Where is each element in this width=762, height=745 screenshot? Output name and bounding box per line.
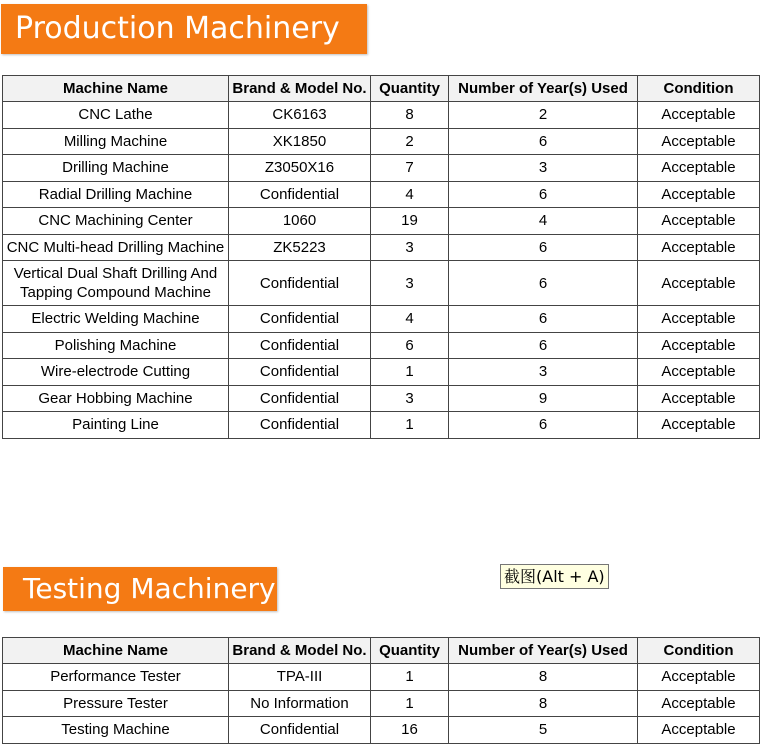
condition-cell: Acceptable — [638, 332, 760, 359]
machine-name-cell: Drilling Machine — [3, 155, 229, 182]
table-row — [3, 208, 760, 235]
machine-name-cell: Milling Machine — [3, 128, 229, 155]
machine-name-cell: Electric Welding Machine — [3, 306, 229, 333]
years-used-cell: 6 — [449, 261, 638, 306]
table-header-row — [3, 638, 760, 664]
production-machinery-title: Production Machinery — [15, 11, 340, 46]
machine-name-cell: Polishing Machine — [3, 332, 229, 359]
machine-name-cell: Testing Machine — [3, 717, 229, 744]
column-header-brand-model: Brand & Model No. — [229, 76, 371, 102]
quantity-cell: 6 — [371, 332, 449, 359]
table-row — [3, 181, 760, 208]
brand-model-cell: No Information — [229, 690, 371, 717]
quantity-cell: 8 — [371, 102, 449, 129]
condition-cell: Acceptable — [638, 412, 760, 439]
machine-name-cell: Radial Drilling Machine — [3, 181, 229, 208]
table-row — [3, 664, 760, 691]
machine-name-cell: Painting Line — [3, 412, 229, 439]
table-row — [3, 412, 760, 439]
testing-machinery-banner — [3, 567, 277, 611]
brand-model-cell: XK1850 — [229, 128, 371, 155]
brand-model-cell: Confidential — [229, 332, 371, 359]
machine-name-cell: CNC Machining Center — [3, 208, 229, 235]
condition-cell: Acceptable — [638, 717, 760, 744]
table-row — [3, 717, 760, 744]
years-used-cell: 8 — [449, 690, 638, 717]
quantity-cell: 3 — [371, 261, 449, 306]
years-used-cell: 6 — [449, 332, 638, 359]
machine-name-cell: Gear Hobbing Machine — [3, 385, 229, 412]
years-used-cell: 5 — [449, 717, 638, 744]
machine-name-cell: CNC Multi-head Drilling Machine — [3, 234, 229, 261]
years-used-cell: 6 — [449, 128, 638, 155]
years-used-cell: 3 — [449, 155, 638, 182]
table-row — [3, 234, 760, 261]
quantity-cell: 1 — [371, 359, 449, 386]
years-used-cell: 3 — [449, 359, 638, 386]
testing-machinery-table — [2, 637, 760, 744]
brand-model-cell: Confidential — [229, 359, 371, 386]
brand-model-cell: Confidential — [229, 385, 371, 412]
brand-model-cell: CK6163 — [229, 102, 371, 129]
screenshot-shortcut-tooltip — [500, 564, 609, 589]
brand-model-cell: Confidential — [229, 181, 371, 208]
table-row — [3, 385, 760, 412]
testing-machinery-title: Testing Machinery — [23, 572, 276, 605]
condition-cell: Acceptable — [638, 359, 760, 386]
machine-name-cell: Performance Tester — [3, 664, 229, 691]
years-used-cell: 2 — [449, 102, 638, 129]
brand-model-cell: 1060 — [229, 208, 371, 235]
years-used-cell: 6 — [449, 181, 638, 208]
table-row — [3, 128, 760, 155]
table-row — [3, 332, 760, 359]
quantity-cell: 16 — [371, 717, 449, 744]
table-row — [3, 690, 760, 717]
condition-cell: Acceptable — [638, 261, 760, 306]
condition-cell: Acceptable — [638, 102, 760, 129]
condition-cell: Acceptable — [638, 690, 760, 717]
quantity-cell: 1 — [371, 664, 449, 691]
tooltip-text: 截图(Alt + A) — [504, 567, 605, 586]
column-header-years-used: Number of Year(s) Used — [449, 76, 638, 102]
machine-name-cell: Vertical Dual Shaft Drilling And Tapping Compound Machine — [3, 261, 229, 306]
column-header-condition: Condition — [638, 76, 760, 102]
condition-cell: Acceptable — [638, 385, 760, 412]
condition-cell: Acceptable — [638, 155, 760, 182]
column-header-condition: Condition — [638, 638, 760, 664]
table-row — [3, 102, 760, 129]
quantity-cell: 4 — [371, 181, 449, 208]
years-used-cell: 4 — [449, 208, 638, 235]
condition-cell: Acceptable — [638, 181, 760, 208]
brand-model-cell: Confidential — [229, 261, 371, 306]
condition-cell: Acceptable — [638, 664, 760, 691]
column-header-quantity: Quantity — [371, 76, 449, 102]
condition-cell: Acceptable — [638, 234, 760, 261]
column-header-machine-name: Machine Name — [3, 638, 229, 664]
condition-cell: Acceptable — [638, 306, 760, 333]
years-used-cell: 6 — [449, 306, 638, 333]
brand-model-cell: Confidential — [229, 717, 371, 744]
column-header-brand-model: Brand & Model No. — [229, 638, 371, 664]
brand-model-cell: Confidential — [229, 412, 371, 439]
condition-cell: Acceptable — [638, 208, 760, 235]
table-header-row — [3, 76, 760, 102]
table-row — [3, 359, 760, 386]
production-machinery-banner — [1, 4, 367, 54]
quantity-cell: 3 — [371, 385, 449, 412]
column-header-machine-name: Machine Name — [3, 76, 229, 102]
quantity-cell: 1 — [371, 412, 449, 439]
years-used-cell: 8 — [449, 664, 638, 691]
years-used-cell: 6 — [449, 412, 638, 439]
column-header-years-used: Number of Year(s) Used — [449, 638, 638, 664]
quantity-cell: 2 — [371, 128, 449, 155]
brand-model-cell: Confidential — [229, 306, 371, 333]
quantity-cell: 3 — [371, 234, 449, 261]
machine-name-cell: CNC Lathe — [3, 102, 229, 129]
quantity-cell: 7 — [371, 155, 449, 182]
brand-model-cell: Z3050X16 — [229, 155, 371, 182]
table-row — [3, 261, 760, 306]
machine-name-cell: Wire-electrode Cutting — [3, 359, 229, 386]
quantity-cell: 19 — [371, 208, 449, 235]
condition-cell: Acceptable — [638, 128, 760, 155]
quantity-cell: 1 — [371, 690, 449, 717]
table-row — [3, 306, 760, 333]
years-used-cell: 9 — [449, 385, 638, 412]
machine-name-cell: Pressure Tester — [3, 690, 229, 717]
brand-model-cell: TPA-III — [229, 664, 371, 691]
brand-model-cell: ZK5223 — [229, 234, 371, 261]
years-used-cell: 6 — [449, 234, 638, 261]
production-machinery-table — [2, 75, 760, 439]
quantity-cell: 4 — [371, 306, 449, 333]
column-header-quantity: Quantity — [371, 638, 449, 664]
table-row — [3, 155, 760, 182]
